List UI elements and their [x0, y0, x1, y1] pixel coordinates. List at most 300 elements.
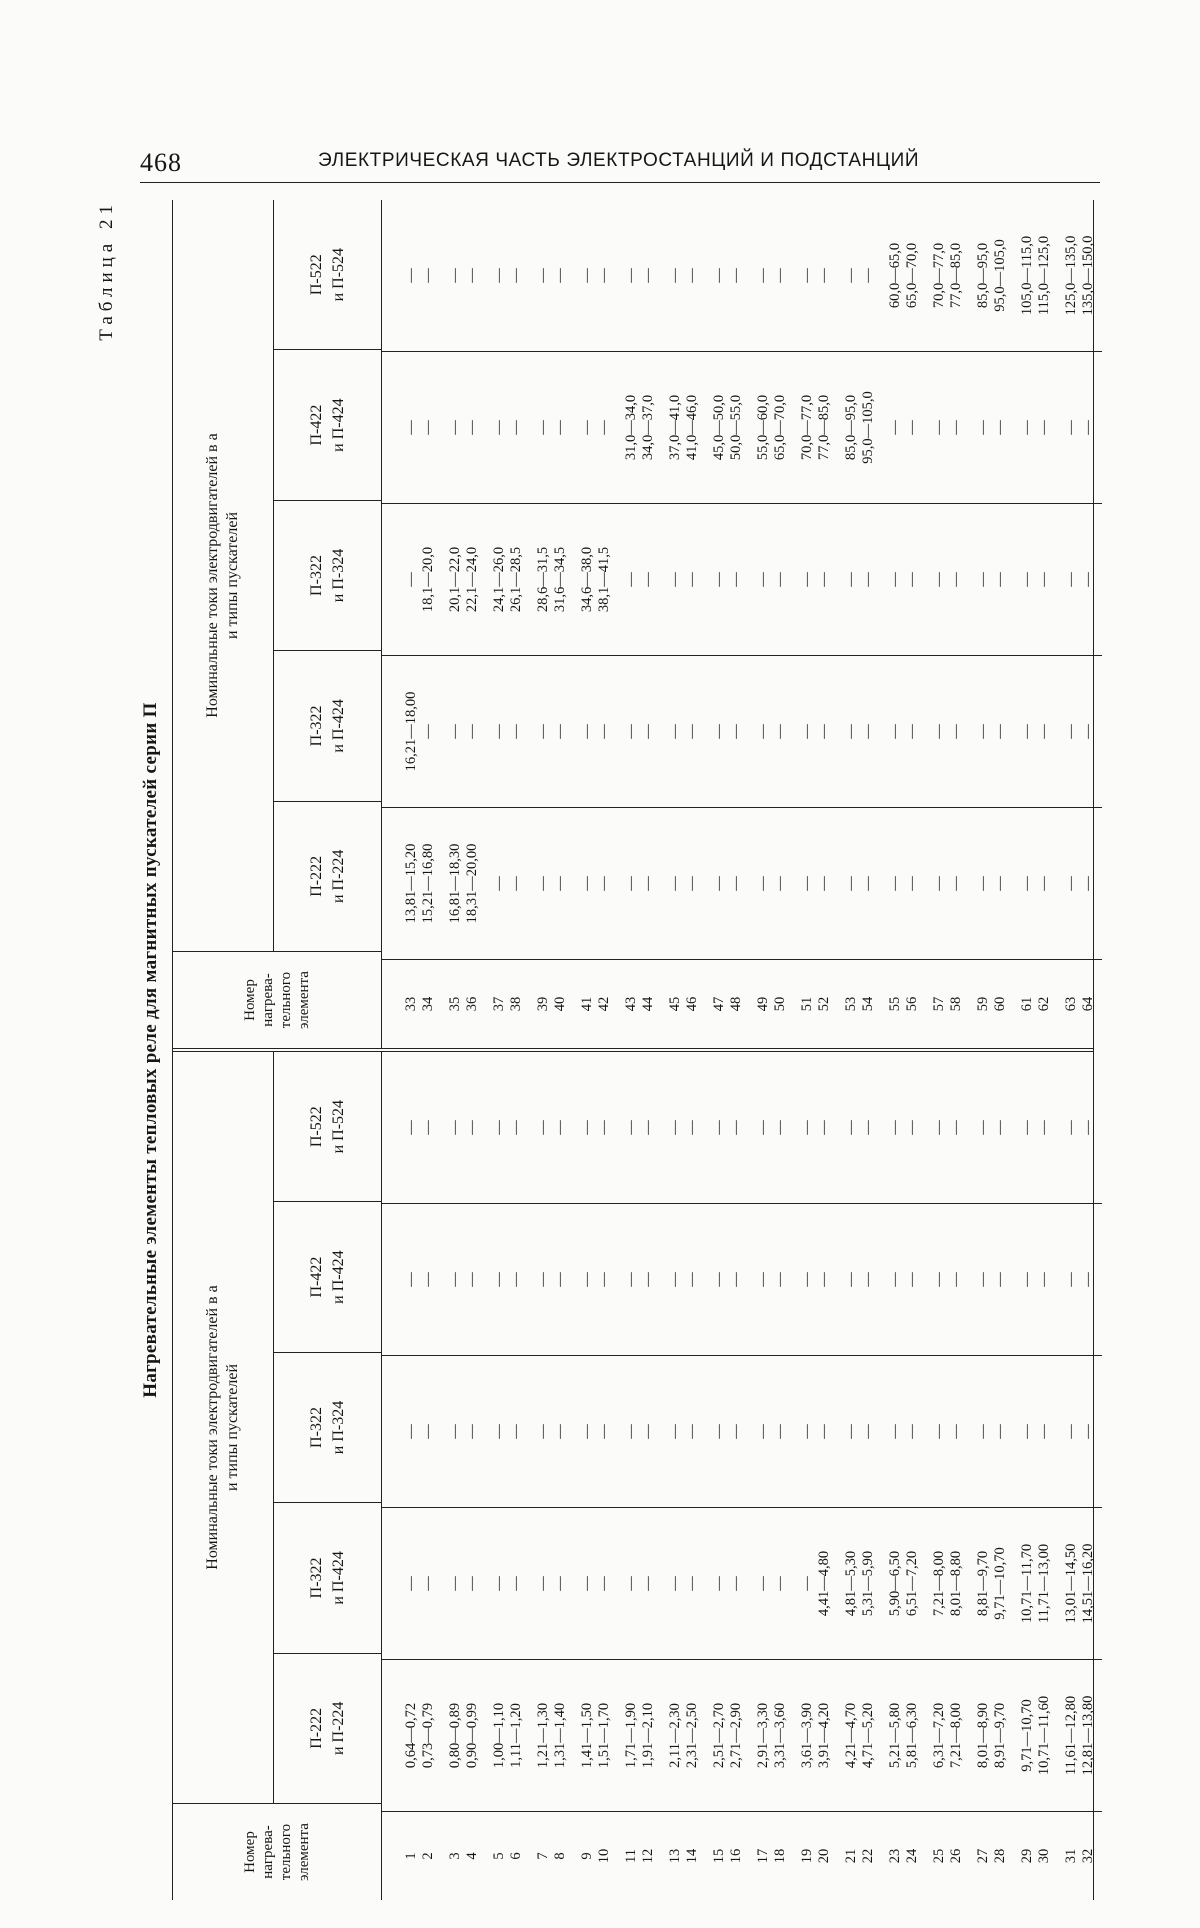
current-range: 3,31—3,60 — [772, 1702, 788, 1769]
current-range: — — [640, 1120, 656, 1135]
element-number: 29 — [1019, 1848, 1035, 1864]
current-range: — — [552, 1272, 568, 1287]
current-range: — — [711, 1272, 727, 1287]
header-number-line: элемента — [296, 971, 312, 1029]
header-element-number-lines — [241, 1823, 313, 1881]
current-range-pair — [530, 656, 574, 807]
current-range-pair — [794, 504, 838, 655]
current-range: — — [403, 268, 419, 283]
current-range-pair — [838, 352, 882, 503]
current-range-pair — [530, 808, 574, 959]
current-range: 0,90—0,99 — [464, 1702, 480, 1769]
current-range-pair — [1014, 200, 1058, 351]
current-range: 16,81—18,30 — [447, 843, 463, 924]
header-number-line: нагрева- — [260, 973, 276, 1027]
element-number: 47 — [711, 996, 727, 1012]
header-group-title — [173, 200, 274, 951]
current-range: 2,71—2,90 — [728, 1702, 744, 1769]
column-padding — [382, 1508, 398, 1659]
current-range: 5,81—6,30 — [904, 1702, 920, 1769]
current-range: — — [667, 1424, 683, 1439]
current-range-pair — [794, 1052, 838, 1203]
current-range: — — [403, 572, 419, 587]
current-range-pair — [662, 1356, 706, 1507]
current-range: — — [755, 724, 771, 739]
element-number: 38 — [508, 996, 524, 1012]
element-number-pair — [1058, 1812, 1102, 1900]
current-range-pair — [662, 504, 706, 655]
element-number-pair — [442, 960, 486, 1048]
column-padding — [382, 352, 398, 503]
current-range: 1,91—2,10 — [640, 1702, 656, 1769]
current-range: — — [403, 1576, 419, 1591]
current-range-pair — [794, 200, 838, 351]
current-range: — — [948, 1120, 964, 1135]
current-range: — — [491, 1576, 507, 1591]
current-range: — — [596, 268, 612, 283]
starter-type-line1: П-522 — [307, 1106, 325, 1148]
header-rule — [140, 182, 1100, 183]
current-range: 31,0—34,0 — [623, 394, 639, 461]
element-number: 62 — [1036, 996, 1052, 1012]
current-range: — — [728, 572, 744, 587]
current-range: 4,41—4,80 — [816, 1550, 832, 1617]
current-column — [382, 352, 1102, 504]
current-range: — — [535, 876, 551, 891]
current-range-pair — [574, 1052, 618, 1203]
current-range-pair — [398, 200, 442, 351]
current-range: — — [464, 1576, 480, 1591]
current-range: — — [667, 1272, 683, 1287]
current-range: — — [887, 1272, 903, 1287]
current-range: — — [843, 572, 859, 587]
current-range: — — [464, 1120, 480, 1135]
current-range: 31,6—34,5 — [552, 546, 568, 613]
current-range-pair — [618, 1204, 662, 1355]
current-range: 26,1—28,5 — [508, 546, 524, 613]
element-number: 11 — [623, 1849, 639, 1863]
element-number: 19 — [799, 1848, 815, 1864]
element-number: 51 — [799, 996, 815, 1012]
current-range: — — [403, 1120, 419, 1135]
element-number-column — [382, 959, 1102, 1048]
starter-type-line2: и П-224 — [329, 849, 347, 904]
current-range: 4,21—4,70 — [843, 1702, 859, 1769]
current-range-pair — [486, 656, 530, 807]
current-range-pair — [398, 1204, 442, 1355]
current-range: — — [623, 724, 639, 739]
current-range-pair — [750, 808, 794, 959]
current-range-pair — [706, 656, 750, 807]
current-range: — — [1063, 420, 1079, 435]
current-range-pair — [530, 1052, 574, 1203]
current-range: — — [843, 724, 859, 739]
current-range: — — [552, 1120, 568, 1135]
current-range: — — [596, 724, 612, 739]
rotated-table-block — [96, 200, 1106, 1900]
current-range: — — [684, 1272, 700, 1287]
current-range-pair — [926, 504, 970, 655]
current-range: 1,00—1,10 — [491, 1702, 507, 1769]
current-range-pair — [706, 352, 750, 503]
current-range: — — [711, 876, 727, 891]
current-range: — — [904, 1120, 920, 1135]
current-range: — — [420, 1272, 436, 1287]
current-range: — — [667, 268, 683, 283]
element-number-pair — [882, 1812, 926, 1900]
element-number: 41 — [579, 996, 595, 1012]
element-number: 25 — [931, 1848, 947, 1864]
current-range: — — [447, 724, 463, 739]
element-number-pair — [574, 960, 618, 1048]
current-range: 1,21—1,30 — [535, 1702, 551, 1769]
current-range: — — [596, 1120, 612, 1135]
element-number: 50 — [772, 996, 788, 1012]
element-number-pair — [838, 960, 882, 1048]
current-range-pair — [794, 352, 838, 503]
current-range: 28,6—31,5 — [535, 546, 551, 613]
table-body — [382, 1052, 1102, 1900]
current-range: — — [491, 420, 507, 435]
element-number: 53 — [843, 996, 859, 1012]
current-range: — — [992, 1272, 1008, 1287]
current-range: — — [464, 1272, 480, 1287]
current-range: 9,71—10,70 — [1019, 1699, 1035, 1772]
starter-type-line1: П-422 — [307, 404, 325, 446]
current-range: — — [1036, 572, 1052, 587]
element-number: 13 — [667, 1848, 683, 1864]
element-number-pair — [838, 1812, 882, 1900]
current-range-pair — [1058, 1508, 1102, 1659]
header-group-line2: и типы пускателей — [224, 511, 241, 640]
current-range-pair — [794, 1660, 838, 1811]
current-range: — — [711, 1424, 727, 1439]
current-range-pair — [398, 1356, 442, 1507]
header-starter-type — [274, 651, 381, 801]
heating-elements-table — [172, 200, 1094, 1900]
element-number: 3 — [447, 1852, 463, 1860]
header-main — [173, 200, 381, 951]
element-number: 40 — [552, 996, 568, 1012]
element-number: 54 — [860, 996, 876, 1012]
current-range: — — [931, 876, 947, 891]
element-number-pair — [794, 960, 838, 1048]
element-number-column — [382, 1811, 1102, 1900]
current-range: — — [640, 876, 656, 891]
current-range: 70,0—77,0 — [799, 394, 815, 461]
current-range: — — [508, 1120, 524, 1135]
current-range: — — [843, 1272, 859, 1287]
current-range: 18,1—20,0 — [420, 546, 436, 613]
current-range-pair — [574, 1660, 618, 1811]
current-range: — — [1036, 1120, 1052, 1135]
header-starter-type — [274, 350, 381, 500]
current-range: — — [992, 572, 1008, 587]
current-range: — — [948, 572, 964, 587]
current-range: — — [816, 1424, 832, 1439]
element-number-pair — [970, 1812, 1014, 1900]
current-range-pair — [574, 352, 618, 503]
current-range: — — [931, 1120, 947, 1135]
element-number: 33 — [403, 996, 419, 1012]
current-range: — — [772, 1576, 788, 1591]
current-range: — — [684, 1424, 700, 1439]
table-label: Таблица 21 — [96, 200, 117, 341]
current-range: 20,1—22,0 — [447, 546, 463, 613]
current-range: — — [843, 876, 859, 891]
current-range: — — [904, 1272, 920, 1287]
current-range-pair — [882, 1660, 926, 1811]
header-number-line: тельного — [278, 971, 294, 1029]
current-range: — — [535, 268, 551, 283]
element-number: 15 — [711, 1848, 727, 1864]
current-range: — — [508, 1424, 524, 1439]
current-range: — — [772, 1272, 788, 1287]
current-range-pair — [926, 1204, 970, 1355]
current-range-pair — [398, 1052, 442, 1203]
current-range: — — [1080, 1424, 1096, 1439]
current-range-pair — [1058, 1356, 1102, 1507]
current-range: 4,71—5,20 — [860, 1702, 876, 1769]
current-range: — — [975, 724, 991, 739]
current-range-pair — [618, 200, 662, 351]
current-range: — — [975, 1424, 991, 1439]
current-range-pair — [574, 1508, 618, 1659]
current-range: — — [552, 876, 568, 891]
current-range: — — [1019, 876, 1035, 891]
current-range: — — [420, 1120, 436, 1135]
current-range: — — [535, 1272, 551, 1287]
current-range: — — [931, 420, 947, 435]
current-range: 1,71—1,90 — [623, 1702, 639, 1769]
element-number: 7 — [535, 1852, 551, 1860]
header-starter-type — [274, 1202, 381, 1352]
current-range-pair — [442, 1356, 486, 1507]
current-range-pair — [926, 1052, 970, 1203]
column-padding — [382, 808, 398, 959]
current-range: 8,91—9,70 — [992, 1702, 1008, 1769]
current-range: — — [772, 572, 788, 587]
current-range: 12,81—13,80 — [1080, 1695, 1096, 1776]
current-range: — — [623, 1576, 639, 1591]
current-range: 125,0—135,0 — [1063, 235, 1079, 316]
element-number-pair — [1014, 960, 1058, 1048]
current-range: — — [535, 1576, 551, 1591]
current-range: — — [816, 572, 832, 587]
element-number: 8 — [552, 1852, 568, 1860]
current-range-pair — [442, 352, 486, 503]
column-padding — [382, 1204, 398, 1355]
element-number: 26 — [948, 1848, 964, 1864]
current-range-pair — [750, 1508, 794, 1659]
current-range: — — [711, 1576, 727, 1591]
current-range: 24,1—26,0 — [491, 546, 507, 613]
element-number: 49 — [755, 996, 771, 1012]
current-range: — — [1019, 572, 1035, 587]
current-range: — — [1063, 1120, 1079, 1135]
header-starter-type — [274, 1654, 381, 1803]
current-range-pair — [882, 656, 926, 807]
current-range: — — [975, 1272, 991, 1287]
current-range: 22,1—24,0 — [464, 546, 480, 613]
current-range: — — [755, 1424, 771, 1439]
current-range: — — [904, 724, 920, 739]
current-range: — — [992, 1120, 1008, 1135]
current-range-pair — [486, 1204, 530, 1355]
current-range: — — [887, 876, 903, 891]
element-number-pair — [530, 960, 574, 1048]
current-range: — — [579, 724, 595, 739]
current-range-pair — [838, 656, 882, 807]
current-range-pair — [574, 808, 618, 959]
current-range: — — [579, 1424, 595, 1439]
table-header — [173, 1052, 382, 1900]
element-number: 45 — [667, 996, 683, 1012]
current-range-pair — [838, 1052, 882, 1203]
header-number-line: тельного — [278, 1823, 294, 1881]
current-range: — — [1019, 1120, 1035, 1135]
current-range: — — [1063, 572, 1079, 587]
element-number-pair — [530, 1812, 574, 1900]
element-number: 6 — [508, 1852, 524, 1860]
header-main — [173, 1052, 381, 1803]
current-range-pair — [618, 656, 662, 807]
current-range: — — [464, 1424, 480, 1439]
current-range-pair — [574, 1204, 618, 1355]
current-range: — — [508, 420, 524, 435]
current-range-pair — [706, 1660, 750, 1811]
current-column — [382, 1204, 1102, 1356]
current-range: — — [447, 268, 463, 283]
current-range-pair — [442, 1508, 486, 1659]
element-number: 30 — [1036, 1848, 1052, 1864]
header-group-line1: Номинальные токи электродвигателей в а — [204, 1285, 221, 1570]
current-range-pair — [970, 200, 1014, 351]
current-column — [382, 656, 1102, 808]
current-range: 13,81—15,20 — [403, 843, 419, 924]
current-range-pair — [750, 1356, 794, 1507]
current-range: — — [623, 1272, 639, 1287]
current-range-pair — [970, 1508, 1014, 1659]
starter-type-line2: и П-524 — [329, 1099, 347, 1154]
current-range: — — [816, 1120, 832, 1135]
element-number-pair — [970, 960, 1014, 1048]
current-range-pair — [662, 1508, 706, 1659]
current-range-pair — [794, 1508, 838, 1659]
current-range-pair — [926, 352, 970, 503]
current-range-pair — [442, 808, 486, 959]
header-starter-types — [274, 200, 381, 951]
current-range: 14,51—16,20 — [1080, 1543, 1096, 1624]
current-range: — — [579, 268, 595, 283]
current-range: — — [755, 1272, 771, 1287]
current-range: 16,21—18,00 — [403, 691, 419, 772]
current-range-pair — [1014, 504, 1058, 655]
element-number-pair — [706, 960, 750, 1048]
current-range-pair — [794, 1356, 838, 1507]
current-range: — — [535, 420, 551, 435]
current-range: — — [860, 572, 876, 587]
current-range-pair — [618, 352, 662, 503]
current-range-pair — [486, 808, 530, 959]
current-range: — — [1036, 420, 1052, 435]
header-number-line: Номер — [242, 1831, 258, 1873]
starter-type-line1: П-222 — [307, 855, 325, 897]
current-range-pair — [398, 1660, 442, 1811]
current-range: — — [728, 1120, 744, 1135]
current-range: — — [728, 268, 744, 283]
current-range: 0,64—0,72 — [403, 1702, 419, 1769]
current-range: 38,1—41,5 — [596, 546, 612, 613]
current-range: 7,21—8,00 — [948, 1702, 964, 1769]
element-number-pair — [882, 960, 926, 1048]
current-range: — — [596, 420, 612, 435]
header-starter-type — [274, 1052, 381, 1202]
element-number: 21 — [843, 1848, 859, 1864]
current-range-pair — [970, 504, 1014, 655]
current-range-pair — [486, 1508, 530, 1659]
current-range-pair — [398, 1508, 442, 1659]
current-range: — — [799, 268, 815, 283]
current-range: — — [552, 1424, 568, 1439]
current-range: — — [728, 1272, 744, 1287]
element-number-pair — [1014, 1812, 1058, 1900]
current-range-pair — [574, 200, 618, 351]
current-range-pair — [662, 200, 706, 351]
current-range: — — [887, 572, 903, 587]
current-range-pair — [442, 200, 486, 351]
current-range-pair — [838, 1204, 882, 1355]
current-range: — — [535, 1424, 551, 1439]
element-number-pair — [662, 1812, 706, 1900]
header-group-title — [173, 1052, 274, 1803]
current-range-pair — [486, 1052, 530, 1203]
column-padding — [382, 504, 398, 655]
header-group-line2: и типы пускателей — [224, 1363, 241, 1492]
current-range: 10,71—11,70 — [1019, 1543, 1035, 1624]
starter-type-line2: и П-224 — [329, 1701, 347, 1756]
current-range: 55,0—60,0 — [755, 394, 771, 461]
current-range: — — [948, 876, 964, 891]
current-range: — — [508, 1272, 524, 1287]
current-range: 1,31—1,40 — [552, 1702, 568, 1769]
current-range-pair — [398, 504, 442, 655]
element-number-pair — [794, 1812, 838, 1900]
current-range: — — [711, 724, 727, 739]
current-range: — — [447, 1120, 463, 1135]
current-range-pair — [662, 1052, 706, 1203]
current-range: — — [799, 876, 815, 891]
current-range: 95,0—105,0 — [860, 391, 876, 464]
current-range: 45,0—50,0 — [711, 394, 727, 461]
element-number: 56 — [904, 996, 920, 1012]
current-range: — — [931, 1272, 947, 1287]
current-range: — — [640, 268, 656, 283]
current-range-pair — [926, 1356, 970, 1507]
current-range: — — [843, 268, 859, 283]
current-range: — — [447, 1272, 463, 1287]
current-range-pair — [882, 1508, 926, 1659]
current-range-pair — [1058, 1052, 1102, 1203]
current-range-pair — [926, 656, 970, 807]
current-range: — — [904, 420, 920, 435]
current-range-pair — [750, 1204, 794, 1355]
starter-type-line1: П-222 — [307, 1707, 325, 1749]
element-number: 63 — [1063, 996, 1079, 1012]
element-number: 42 — [596, 996, 612, 1012]
current-range: — — [464, 420, 480, 435]
current-range-pair — [926, 1660, 970, 1811]
